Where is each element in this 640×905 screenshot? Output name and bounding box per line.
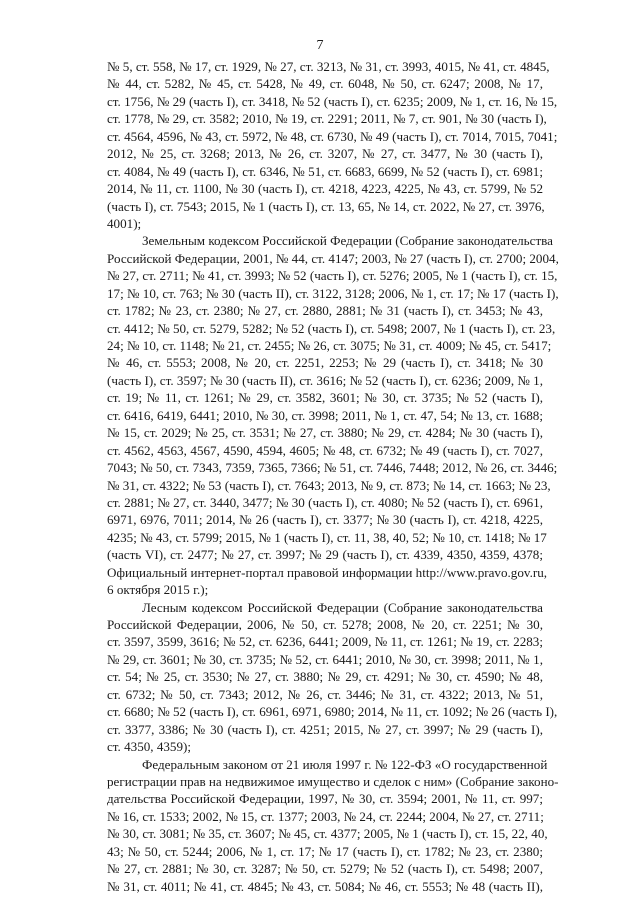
text-line: (часть I), ст. 3597; № 30 (часть II), ст. 3616; № 52 (часть I), ст. 6236; 2009, № 1, — [107, 372, 543, 388]
text-line: 4001); — [107, 215, 142, 231]
text-line: ст. 1756, № 29 (часть I), ст. 3418, № 52 (часть I), ст. 6235; 2009, № 1, ст. 16, № 15, — [107, 93, 558, 109]
text-line: № 31, ст. 4011; № 41, ст. 4845; № 43, ст. 5084; № 46, ст. 5553; № 48 (часть II), — [107, 878, 543, 894]
text-line: ст. 3597, 3599, 3616; № 52, ст. 6236, 6441; 2009, № 11, ст. 1261; № 19, ст. 2283; — [107, 634, 543, 650]
text-line: ст. 4562, 4563, 4567, 4590, 4594, 4605; № 48, ст. 6732; № 49 (часть I), ст. 7027, — [107, 442, 543, 458]
text-line: ст. 4350, 4359); — [107, 739, 192, 755]
text-line: Земельным кодексом Российской Федерации (Собрание законодательства — [142, 233, 553, 249]
text-line: № 5, ст. 558, № 17, ст. 1929, № 27, ст. 3213, № 31, ст. 3993, 4015, № 41, ст. 4845, — [107, 59, 550, 74]
text-line: 43; № 50, ст. 5244; 2006, № 1, ст. 17; № 17 (часть I), ст. 1782; № 23, ст. 2380; — [107, 843, 543, 859]
text-line: 2012, № 25, ст. 3268; 2013, № 26, ст. 3207, № 27, ст. 3477, № 30 (часть I), — [107, 146, 543, 162]
document-body — [107, 58, 559, 895]
text-line: ст. 4564, 4596, № 43, ст. 5972, № 48, ст. 6730, № 49 (часть I), ст. 7014, 7015, 7041; — [107, 128, 558, 144]
paragraph-land-code — [107, 232, 559, 598]
text-line: ст. 3377, 3386; № 30 (часть I), ст. 4251; 2015, № 27, ст. 3997; № 29 (часть I), — [107, 721, 543, 737]
text-line: Официальный интернет-портал правовой информации http://www.pravo.gov.ru, — [107, 564, 548, 580]
text-line: № 46, ст. 5553; 2008, № 20, ст. 2251, 2253; № 29 (часть I), ст. 3418; № 30 — [107, 355, 543, 371]
text-line: (часть VI), ст. 2477; № 27, ст. 3997; № 29 (часть I), ст. 4339, 4350, 4359, 4378; — [107, 547, 543, 563]
text-line: 2014, № 11, ст. 1100, № 30 (часть I), ст. 4218, 4223, 4225, № 43, ст. 5799, № 52 — [107, 181, 543, 197]
text-line: Российской Федерации, 2001, № 44, ст. 4147; 2003, № 27 (часть I), ст. 2700; 2004, — [107, 250, 559, 266]
text-line: 7043; № 50, ст. 7343, 7359, 7365, 7366; № 51, ст. 7446, 7448; 2012, № 26, ст. 3446; — [107, 460, 558, 476]
text-line: (часть I), ст. 7543; 2015, № 1 (часть I), ст. 13, 65, № 14, ст. 2022, № 27, ст. 3976, — [107, 198, 545, 214]
text-line: № 27, ст. 2881; № 30, ст. 3287; № 50, ст. 5279; № 52 (часть I), ст. 5498; 2007, — [107, 861, 543, 877]
text-line: 24; № 10, ст. 1148; № 21, ст. 2455; № 26, ст. 3075; № 31, ст. 4009; № 45, ст. 5417; — [107, 338, 552, 353]
text-line: ст. 1782; № 23, ст. 2380; № 27, ст. 2880, 2881; № 31 (часть I), ст. 3453; № 43, — [107, 303, 543, 319]
text-line: № 27, ст. 2711; № 41, ст. 3993; № 52 (часть I), ст. 5276; 2005, № 1 (часть I), ст. 15, — [107, 268, 558, 284]
text-line: ст. 4412; № 50, ст. 5279, 5282; № 52 (часть I), ст. 5498; 2007, № 1 (часть I), ст. 23, — [107, 320, 556, 336]
text-line: ст. 6680; № 52 (часть I), ст. 6961, 6971, 6980; 2014, № 11, ст. 1092; № 26 (часть I), — [107, 704, 558, 720]
text-line: № 16, ст. 1533; 2002, № 15, ст. 1377; 2003, № 24, ст. 2244; 2004, № 27, ст. 2711; — [107, 808, 544, 824]
paragraph-forest-code — [107, 599, 558, 756]
text-line: № 15, ст. 2029; № 25, ст. 3531; № 27, ст. 3880; № 29, ст. 4284; № 30 (часть I), — [107, 425, 543, 441]
text-line: № 29, ст. 3601; № 30, ст. 3735; № 52, ст. 6441; 2010, № 30, ст. 3998; 2011, № 1, — [107, 651, 543, 667]
text-line: 4235; № 43, ст. 5799; 2015, № 1 (часть I), ст. 11, 38, 40, 52; № 10, ст. 1418; № 17 — [107, 529, 547, 545]
text-line: ст. 1778, № 29, ст. 3582; 2010, № 19, ст. 2291; 2011, № 7, ст. 901, № 30 (часть I), — [107, 111, 547, 127]
text-line: Лесным кодексом Российской Федерации (Собрание законодательства — [142, 599, 543, 615]
text-line: ст. 6732; № 50, ст. 7343; 2012, № 26, ст. 3446; № 31, ст. 4322; 2013, № 51, — [107, 686, 543, 702]
paragraph-continuation — [107, 58, 558, 232]
text-line: Российской Федерации, 2006, № 50, ст. 5278; 2008, № 20, ст. 2251; № 30, — [107, 617, 543, 632]
text-line: регистрации прав на недвижимое имущество и сделок с ним» (Собрание законо- — [107, 773, 559, 789]
text-line: ст. 6416, 6419, 6441; 2010, № 30, ст. 3998; 2011, № 1, ст. 47, 54; № 13, ст. 1688; — [107, 407, 543, 423]
paragraph-federal-law — [107, 756, 559, 896]
text-line: № 44, ст. 5282, № 45, ст. 5428, № 49, ст. 6048, № 50, ст. 6247; 2008, № 17, — [107, 76, 543, 92]
text-line: ст. 4084, № 49 (часть I), ст. 6346, № 51, ст. 6683, 6699, № 52 (часть I), ст. 6981; — [107, 163, 543, 179]
text-line: Федеральным законом от 21 июля 1997 г. № 122-ФЗ «О государственной — [142, 756, 548, 772]
text-line: ст. 54; № 25, ст. 3530; № 27, ст. 3880; № 29, ст. 4291; № 30, ст. 4590; № 48, — [107, 669, 543, 685]
page-number: 7 — [316, 38, 324, 53]
text-line: 17; № 10, ст. 763; № 30 (часть II), ст. 3122, 3128; 2006, № 1, ст. 17; № 17 (часть I), — [107, 285, 559, 301]
text-line: 6971, 6976, 7011; 2014, № 26 (часть I), ст. 3377; № 30 (часть I), ст. 4218, 4225, — [107, 512, 543, 528]
text-line: ст. 2881; № 27, ст. 3440, 3477; № 30 (часть I), ст. 4080; № 52 (часть I), ст. 6961, — [107, 494, 543, 510]
text-line: 6 октября 2015 г.); — [107, 582, 209, 598]
text-line: № 30, ст. 3081; № 35, ст. 3607; № 45, ст. 4377; 2005, № 1 (часть I), ст. 15, 22, 40, — [107, 826, 548, 842]
text-line: № 31, ст. 4322; № 53 (часть I), ст. 7643; 2013, № 9, ст. 873; № 14, ст. 1663; № 23, — [107, 477, 551, 493]
text-line: ст. 19; № 11, ст. 1261; № 29, ст. 3582, 3601; № 30, ст. 3735; № 52 (часть I), — [107, 390, 543, 406]
text-line: дательства Российской Федерации, 1997, № 30, ст. 3594; 2001, № 11, ст. 997; — [107, 791, 543, 807]
